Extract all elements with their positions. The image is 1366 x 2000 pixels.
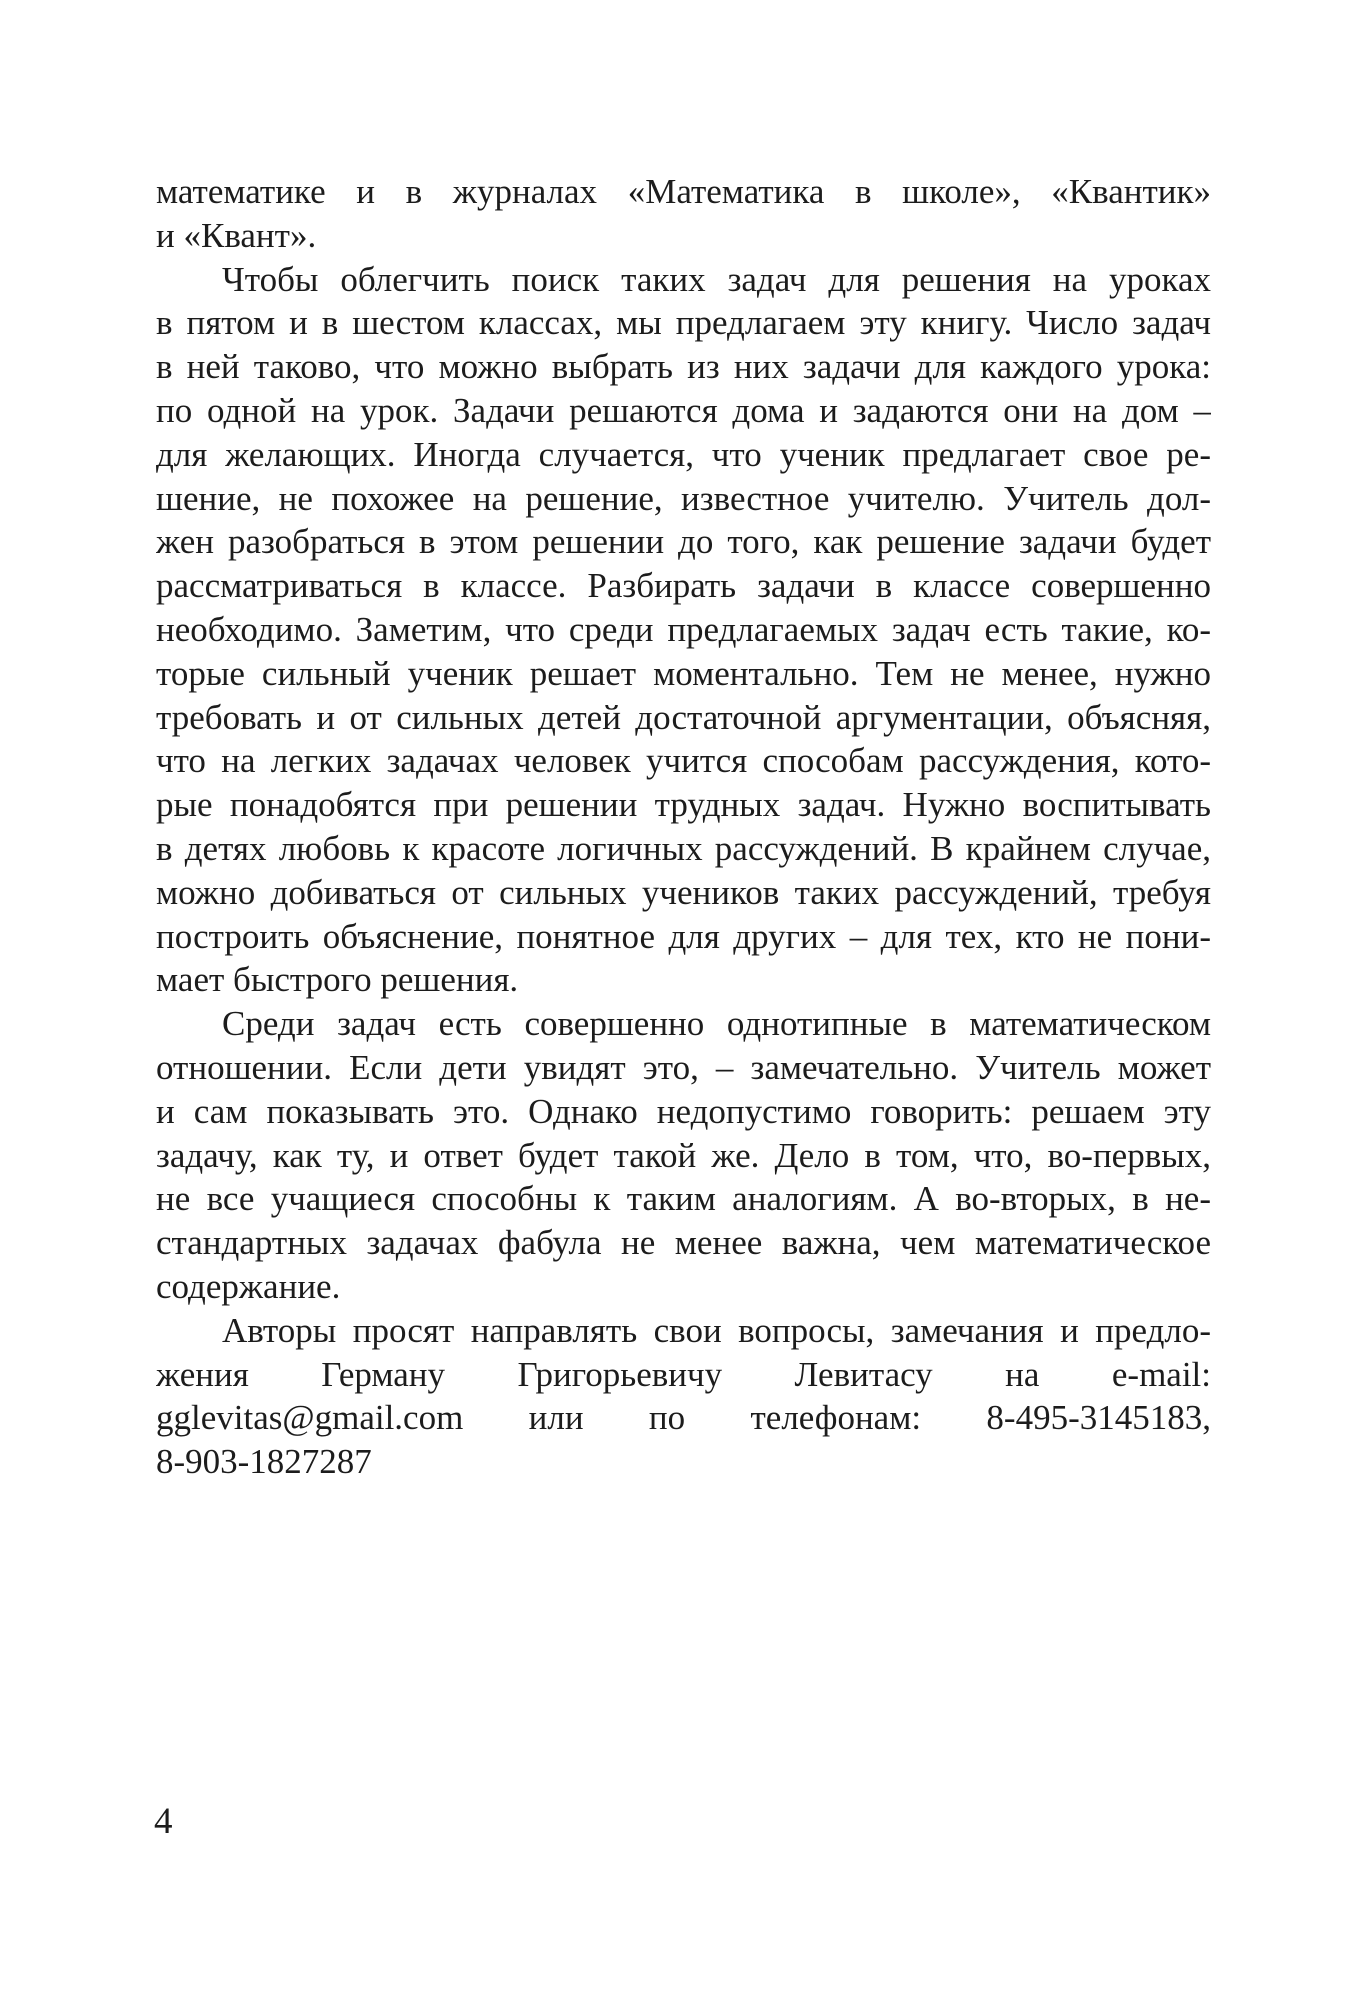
text-line: для желающих. Иногда случается, что ученик предлагает свое ре- [156, 434, 1211, 474]
text-line: торые сильный ученик решает моментально. Тем не менее, нужно [156, 653, 1211, 693]
paragraph [156, 1309, 1211, 1484]
text-line: Среди задач есть совершенно однотипные в математическом [222, 1004, 1211, 1044]
text-line: и «Квант». [156, 215, 317, 255]
text-line: рые понадобятся при решении трудных задач. Нужно воспитывать [156, 785, 1211, 825]
text-line: мает быстрого решения. [156, 960, 519, 1000]
text-line: в ней таково, что можно выбрать из них задачи для каждого урока: [156, 347, 1211, 387]
text-line: gglevitas@gmail.com или по телефонам: 8-495-3145183, [156, 1398, 1211, 1438]
paragraph [156, 258, 1211, 1003]
text-line: шение, не похожее на решение, известное учителю. Учитель дол- [156, 478, 1211, 518]
text-line: Авторы просят направлять свои вопросы, замечания и предло- [222, 1310, 1211, 1350]
text-line: содержание. [156, 1266, 341, 1306]
text-line: стандартных задачах фабула не менее важна, чем математическое [156, 1223, 1211, 1263]
text-line: в детях любовь к красоте логичных рассуждений. В крайнем случае, [156, 828, 1211, 868]
text-line: по одной на урок. Задачи решаются дома и задаются они на дом – [156, 390, 1211, 430]
text-line: отношении. Если дети увидят это, – замечательно. Учитель может [156, 1047, 1211, 1087]
text-line: необходимо. Заметим, что среди предлагаемых задач есть такие, ко- [156, 609, 1211, 649]
text-line: 8-903-1827287 [156, 1442, 372, 1482]
text-line: жения Герману Григорьевичу Левитасу на e-mail: [156, 1354, 1211, 1394]
page-number: 4 [154, 1801, 173, 1842]
text-line: жен разобраться в этом решении до того, как решение задачи будет [156, 522, 1211, 562]
text-line: построить объяснение, понятное для других – для тех, кто не пони- [156, 916, 1211, 956]
text-line: математике и в журналах «Математика в школе», «Квантик» [156, 172, 1211, 211]
paragraph [156, 170, 1211, 258]
text-line: что на легких задачах человек учится способам рассуждения, кото- [156, 741, 1211, 781]
text-line: рассматриваться в классе. Разбирать задачи в классе совершенно [156, 566, 1211, 606]
text-line: задачу, как ту, и ответ будет такой же. Дело в том, что, во-первых, [156, 1135, 1211, 1175]
text-line: можно добиваться от сильных учеников таких рассуждений, требуя [156, 872, 1211, 912]
text-line: не все учащиеся способны к таким аналогиям. А во-вторых, в не- [156, 1179, 1211, 1219]
paragraph [156, 1002, 1211, 1309]
text-line: требовать и от сильных детей достаточной аргументации, объясняя, [156, 697, 1211, 737]
text-line: в пятом и в шестом классах, мы предлагаем эту книгу. Число задач [156, 303, 1211, 343]
text-line: и сам показывать это. Однако недопустимо говорить: решаем эту [156, 1091, 1211, 1131]
text-line: Чтобы облегчить поиск таких задач для решения на уроках [222, 259, 1211, 299]
page-body [156, 170, 1211, 1484]
